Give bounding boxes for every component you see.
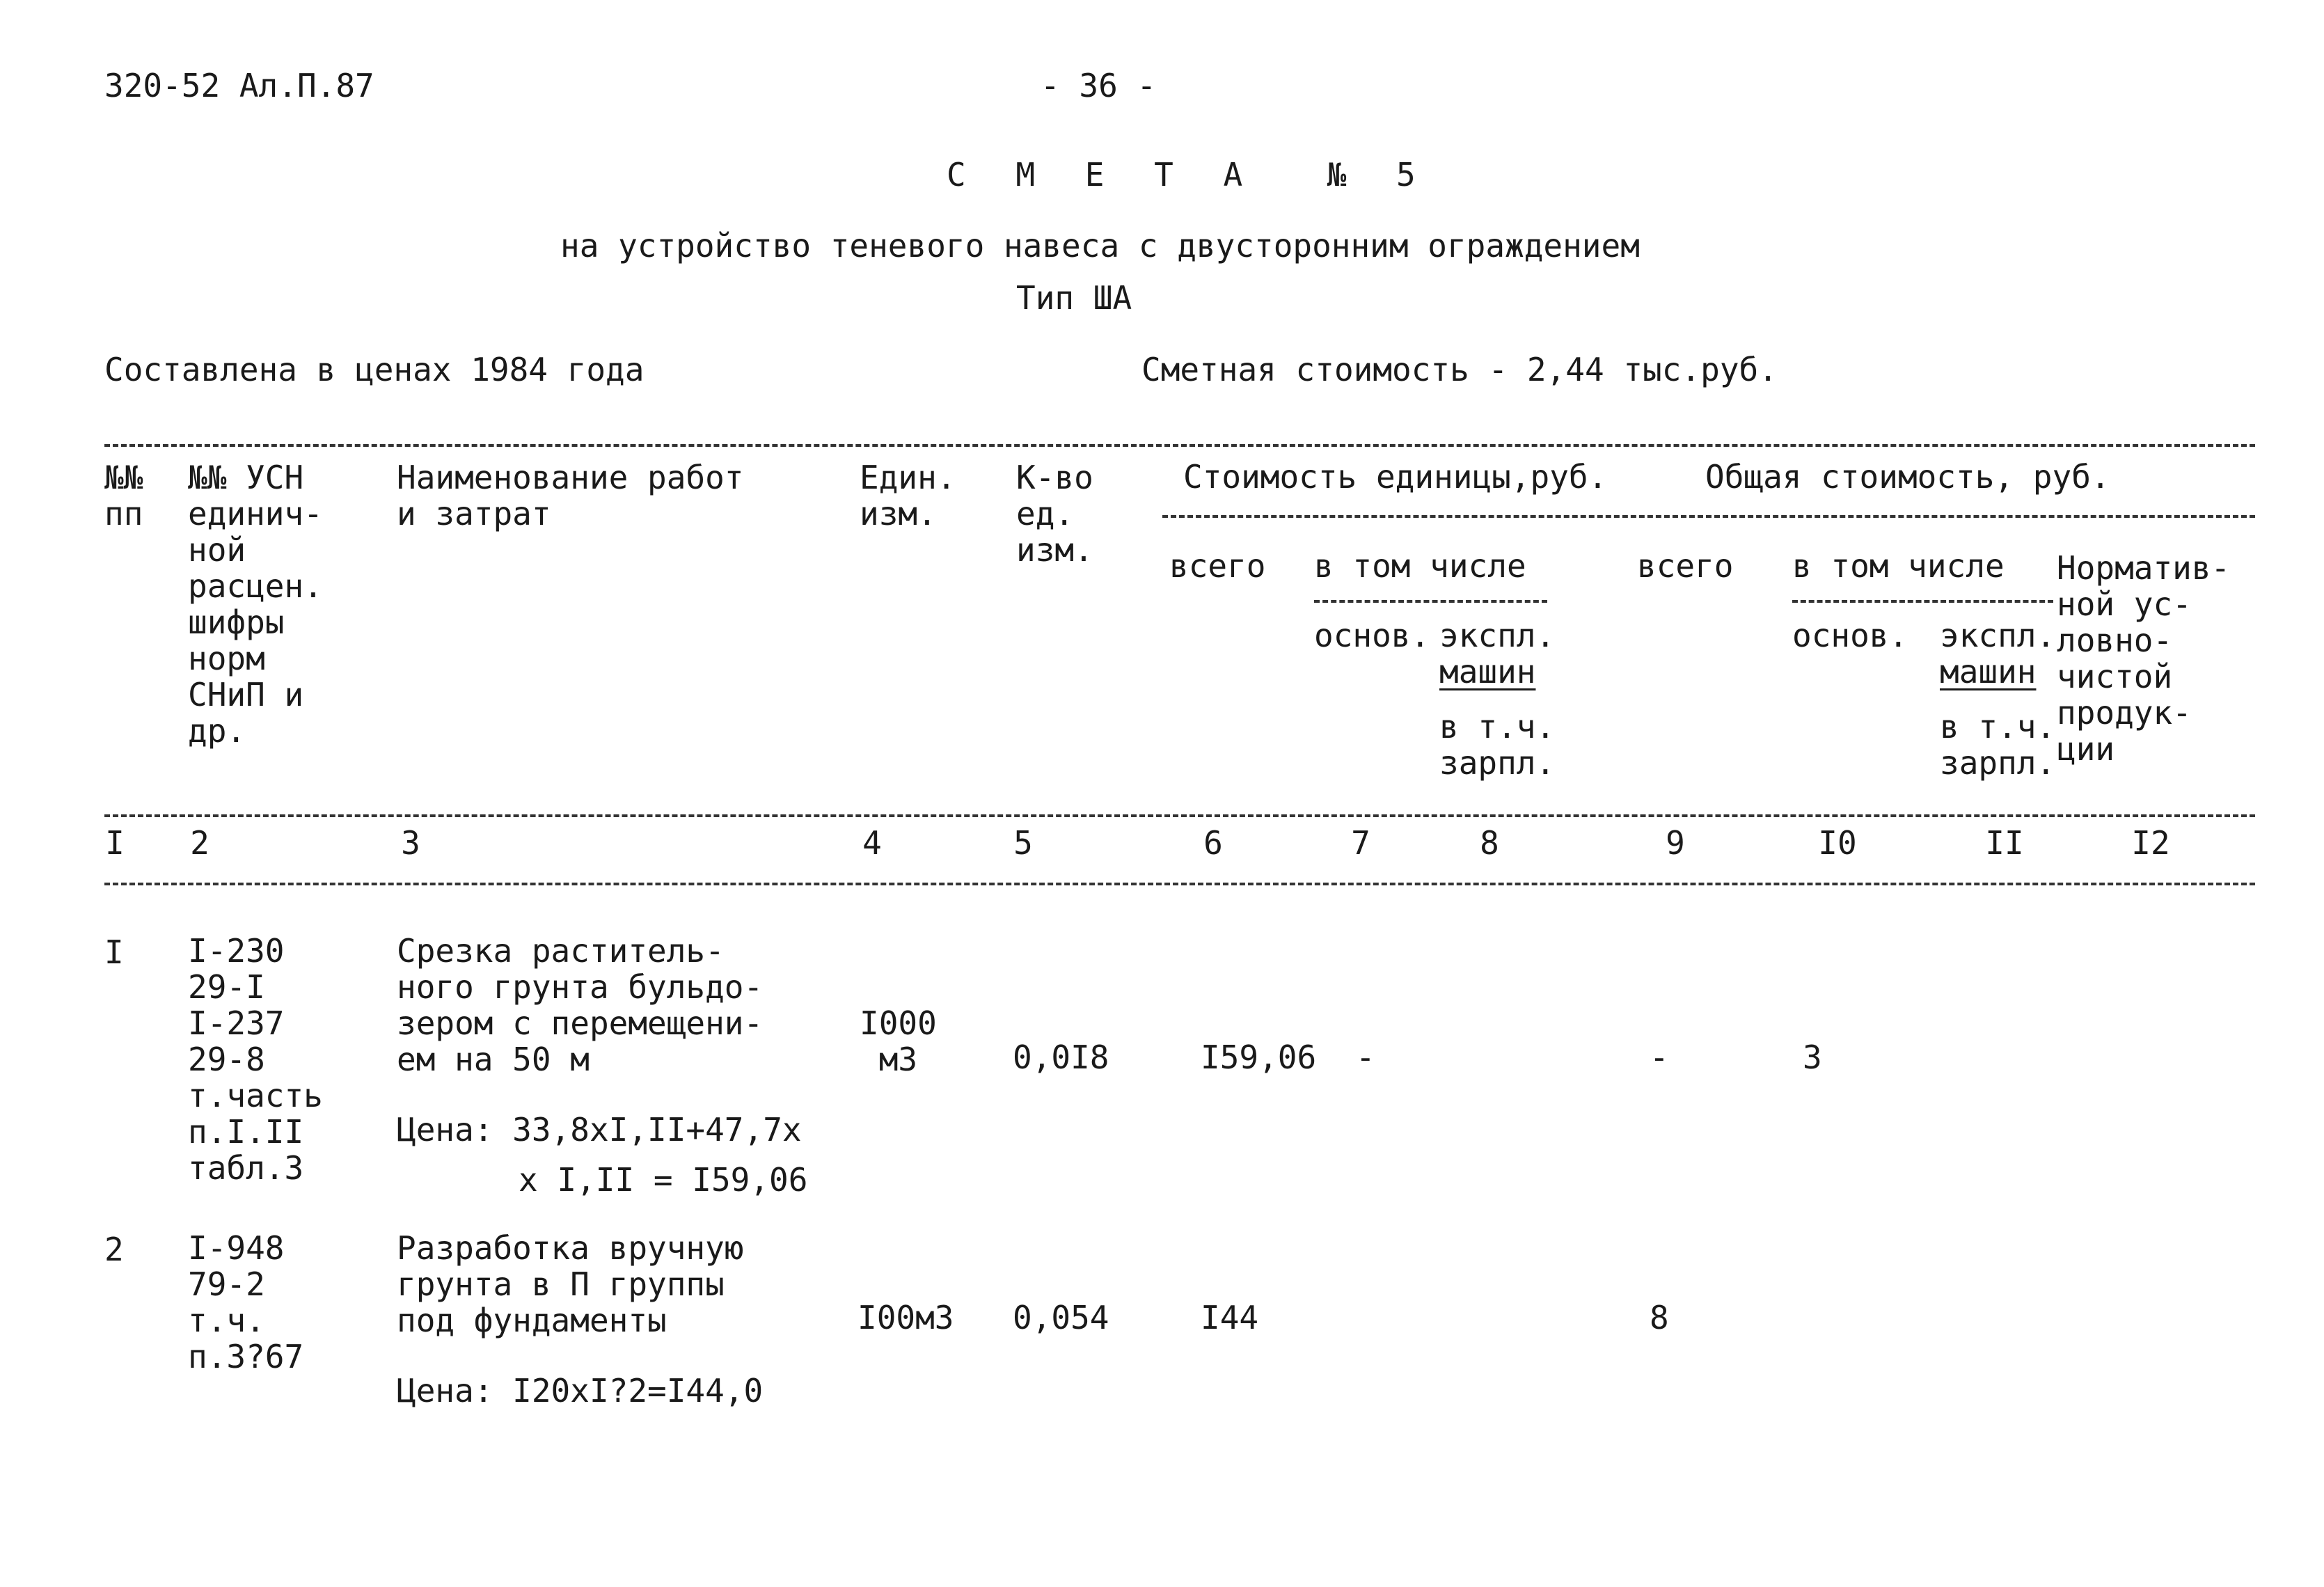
row-total: - (1650, 1039, 1669, 1076)
table-top-divider (104, 444, 2255, 447)
header-total-total: всего (1637, 547, 1734, 585)
estimated-cost: Сметная стоимость - 2,44 тыс.руб. (1141, 351, 1778, 388)
row-work-name: Разработка вручную грунта в П группы под фундаменты (397, 1229, 744, 1339)
header-unit-cost-group: Стоимость единицы,руб. (1183, 458, 1608, 496)
document-subtitle: на устройство теневого навеса с двусторонним ограждением (560, 227, 1640, 264)
header-bottom-divider (104, 814, 2255, 817)
row-unit: I00м3 (857, 1299, 954, 1336)
header-total-including: в том числе (1792, 547, 2005, 585)
column-number: I2 (2131, 824, 2170, 862)
column-number: 4 (862, 824, 882, 862)
header-col-unit: Един. изм. (860, 459, 956, 532)
header-col-work-name: Наименование работ и затрат (397, 459, 744, 532)
row-codes: I-948 79-2 т.ч. п.3?67 (188, 1229, 304, 1375)
header-total-cost-group: Общая стоимость, руб. (1705, 458, 2110, 496)
row-price-formula: Цена: I20xI?2=I44,0 (397, 1372, 764, 1410)
column-number: II (1985, 824, 2024, 862)
header-unit-base: основ. (1314, 617, 1430, 654)
document-title: С М Е Т А № 5 (947, 156, 1431, 194)
row-quantity: 0,0I8 (1013, 1039, 1109, 1076)
row-total: 8 (1650, 1299, 1669, 1336)
header-unit-machine: экспл. (1439, 617, 1556, 654)
header-unit-machine-2: машин (1439, 653, 1536, 690)
column-number: 7 (1351, 824, 1370, 862)
column-number: 6 (1203, 824, 1223, 862)
row-quantity: 0,054 (1013, 1299, 1109, 1336)
column-number: 2 (190, 824, 210, 862)
row-unit-total: I44 (1201, 1299, 1259, 1336)
row-price-formula-cont: x I,II = I59,06 (519, 1161, 808, 1199)
header-unit-wage: в т.ч. зарпл. (1439, 708, 1556, 782)
column-numbers-divider (104, 883, 2255, 885)
header-unit-sub-divider (1314, 600, 1547, 603)
row-unit-base: - (1356, 1039, 1375, 1076)
row-unit-total: I59,06 (1201, 1039, 1317, 1076)
column-number: 8 (1480, 824, 1499, 862)
row-unit: I000 м3 (860, 1004, 937, 1078)
header-total-machine-2: машин (1940, 653, 2037, 690)
document-code: 320-52 Ал.П.87 (104, 67, 374, 104)
header-col-quantity: К-во ед. изм. (1016, 459, 1093, 569)
header-unit-including: в том числе (1314, 547, 1526, 585)
header-unit-total: всего (1169, 547, 1266, 585)
row-number: I (104, 933, 124, 971)
page-number: - 36 - (1041, 67, 1157, 104)
header-group-divider (1162, 515, 2255, 518)
header-total-sub-divider (1792, 600, 2053, 603)
document-type: Тип ША (1016, 279, 1132, 317)
row-price-formula: Цена: 33,8xI,II+47,7x (397, 1111, 802, 1148)
column-number: 5 (1013, 824, 1033, 862)
header-total-machine: экспл. (1940, 617, 2056, 654)
header-total-base: основ. (1792, 617, 1908, 654)
row-number: 2 (104, 1231, 124, 1268)
column-number: I (105, 824, 125, 862)
header-normative-product: Норматив- ной ус- ловно- чистой продук- ции (2057, 549, 2231, 768)
header-col-usn-codes: №№ УСН единич- ной расцен. шифры норм СНиП и др. (188, 459, 323, 750)
column-number: 3 (401, 824, 420, 862)
prices-note: Составлена в ценах 1984 года (104, 351, 645, 388)
header-total-wage: в т.ч. зарпл. (1940, 708, 2056, 782)
column-number: 9 (1666, 824, 1685, 862)
row-total-base: 3 (1803, 1039, 1822, 1076)
row-codes: I-230 29-I I-237 29-8 т.часть п.I.II табл.3 (188, 932, 323, 1187)
column-number: I0 (1818, 824, 1857, 862)
row-work-name: Срезка раститель- ного грунта бульдо- зером с перемещени- ем на 50 м (397, 932, 764, 1078)
header-col-row-number: №№ пп (104, 459, 143, 532)
